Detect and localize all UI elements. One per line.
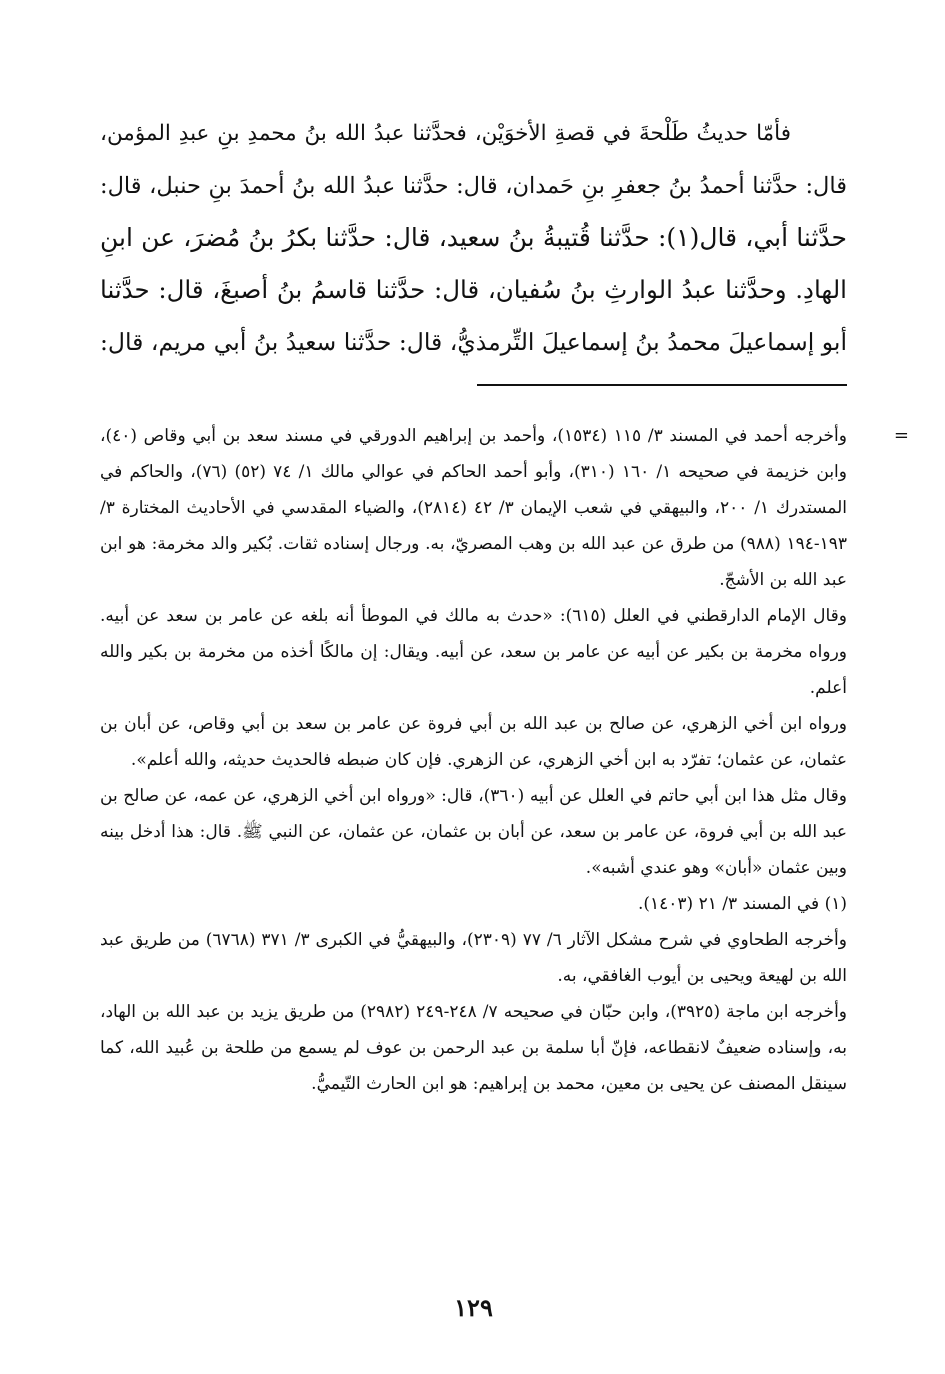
continuation-marker: = bbox=[893, 425, 909, 446]
main-text-line: حدَّثنا أبي، قال(١): حدَّثنا قُتيبةُ بنُ سعيد، قال: حدَّثنا بكرُ بنُ مُضرَ، عن ابنِ bbox=[100, 223, 847, 252]
main-text-line: فأمّا حديثُ طَلْحةَ في قصةِ الأخوَيْن، فحدَّثنا عبدُ الله بنُ محمدِ بنِ عبدِ المؤمن، bbox=[100, 121, 791, 146]
footnote-paragraph: وأخرجه أحمد في المسند ٣/ ١١٥ (١٥٣٤)، وأحمد بن إبراهيم الدورقي في مسند سعد بن أبي وقاص (٤٠)، وابن خزيمة في صحيحه ١/ ١٦٠ (٣١٠)، وأبو أحمد الحاكم في عوالي مالك ١/ ٧٤ (٥٢) (٧٦)، والحاكم في المستدرك ١/ ٢٠٠، والبيهقي في شعب الإيمان ٣/ ٤٢ (٢٨١٤)، والضياء المقدسي في الأحاديث المختارة ٣/ ١٩٣-١٩٤ (٩٨٨) من طرق عن عبد الله بن وهب المصريّ، به. ورجال إسناده ثقات. بُكير والد مخرمة: هو ابن عبد الله بن الأشجّ. bbox=[100, 426, 847, 590]
page-number: ١٢٩ bbox=[454, 1293, 493, 1322]
main-text-line: قال: حدَّثنا أحمدُ بنُ جعفرِ بنِ حَمدان، قال: حدَّثنا عبدُ الله بنُ أحمدَ بنِ حنبل، قال: bbox=[100, 173, 847, 199]
footnote-1: (١) في المسند ٣/ ٢١ (١٤٠٣). bbox=[637, 894, 847, 914]
footnote-separator bbox=[477, 384, 847, 386]
footnotes bbox=[100, 418, 909, 1102]
main-text bbox=[100, 108, 847, 368]
footnote-paragraph: وقال الإمام الدارقطني في العلل (٦١٥): «حدث به مالك في الموطأ أنه بلغه عن عامر بن سعد عن أبيه. ورواه مخرمة بن بكير عن أبيه عن عامر بن سعد، عن أبيه. ويقال: إن مالكًا أخذه من مخرمة بن بكير والله أعلم. bbox=[100, 606, 848, 698]
footnote-paragraph: وقال مثل هذا ابن أبي حاتم في العلل عن أبيه (٣٦٠)، قال: «ورواه ابن أخي الزهري، عن عمه، عن صالح بن عبد الله بن أبي فروة، عن عامر بن سعد، عن أبان بن عثمان، عن عثمان، عن النبي ﷺ. قال: هذا أدخل بينه وبين عثمان «أبان» وهو عندي أشبه». bbox=[100, 786, 847, 878]
footnote-paragraph: وأخرجه الطحاوي في شرح مشكل الآثار ٦/ ٧٧ (٢٣٠٩)، والبيهقيُّ في الكبرى ٣/ ٣٧١ (٦٧٦٨) من طريق عبد الله بن لهيعة ويحيى بن أيوب الغافقي، به. bbox=[100, 930, 847, 986]
book-page bbox=[100, 108, 909, 1374]
main-text-line: أبو إسماعيلَ محمدُ بنُ إسماعيلَ التِّرمذيُّ، قال: حدَّثنا سعيدُ بنُ أبي مريم، قال: bbox=[100, 328, 847, 356]
footnote-paragraph: ورواه ابن أخي الزهري، عن صالح بن عبد الله بن أبي فروة عن عامر بن سعد بن أبي وقاص، عن أبان بن عثمان، عن عثمان؛ تفرّد به ابن أخي الزهري، عن الزهري. فإن كان ضبطه فالحديث حديثه، والله أعلم». bbox=[100, 714, 847, 770]
main-text-line: الهادِ. وحدَّثنا عبدُ الوارثِ بنُ سُفيان، قال: حدَّثنا قاسمُ بنُ أصبغَ، قال: حدَّثنا bbox=[100, 275, 847, 304]
footnote-paragraph: وأخرجه ابن ماجة (٣٩٢٥)، وابن حبّان في صحيحه ٧/ ٢٤٨-٢٤٩ (٢٩٨٢) من طريق يزيد بن عبد الله بن الهاد، به، وإسناده ضعيفٌ لانقطاعه، فإنّ أبا سلمة بن عبد الرحمن بن عوف لم يسمع من طلحة بن عُبيد الله، كما سينقل المصنف عن يحيى بن معين، محمد بن إبراهيم: هو ابن الحارث التّيميُّ. bbox=[100, 1002, 847, 1094]
